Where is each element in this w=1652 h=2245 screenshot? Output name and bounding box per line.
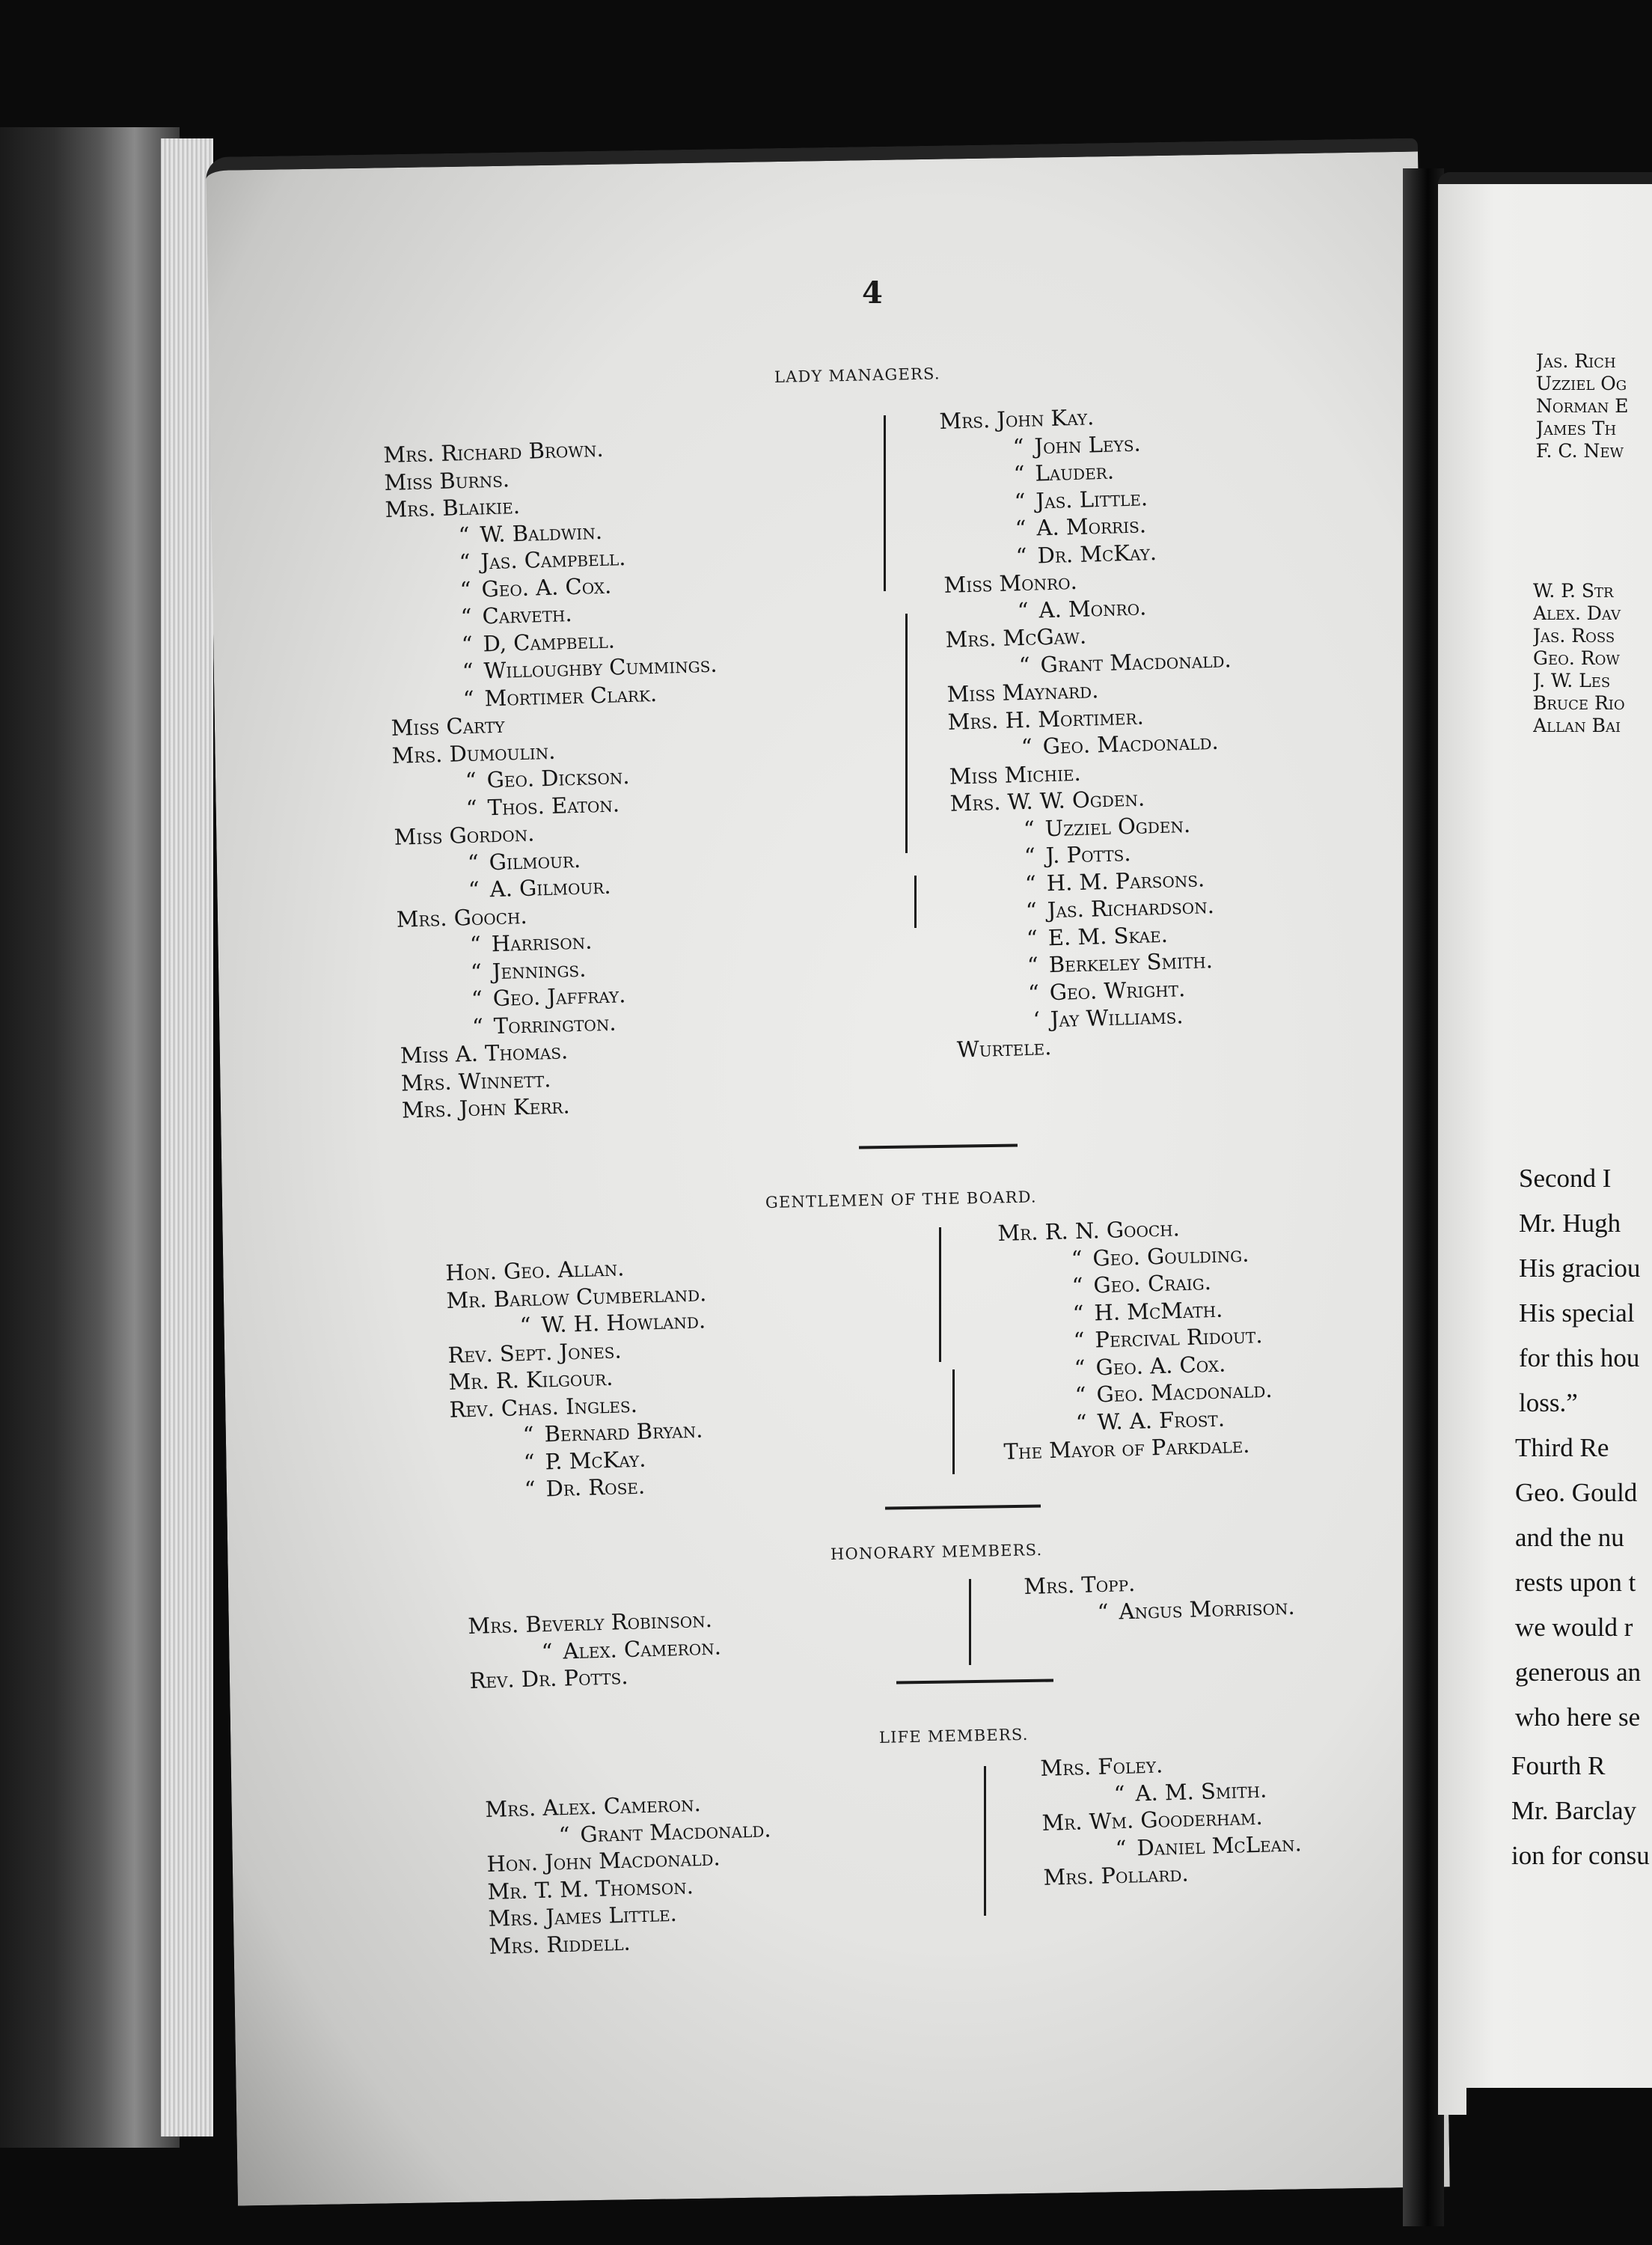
member-name: Mrs. Topp.	[1024, 1570, 1136, 1599]
member-name: Miss Gordon.	[394, 820, 535, 850]
member-name: A. M. Smith.	[1134, 1777, 1267, 1806]
member-name: H. M. Parsons.	[1046, 865, 1205, 896]
member-name: Dr. McKay.	[1037, 539, 1157, 568]
member-name: Rev. Sept. Jones.	[447, 1337, 622, 1368]
ditto-mark: “	[1024, 870, 1037, 897]
ditto-mark: “	[471, 986, 483, 1012]
right-page-paragraph-3	[1511, 1744, 1652, 1878]
member-name: Carveth.	[482, 601, 573, 629]
ditto-mark: “	[524, 1476, 536, 1503]
column-divider	[914, 876, 917, 928]
member-name: Thos. Eaton.	[487, 790, 620, 820]
member-name: Grant Macdonald.	[1040, 646, 1232, 677]
right-page-text-line: who here se	[1515, 1702, 1641, 1732]
member-name: Uzziel Ogden.	[1044, 811, 1191, 841]
section-heading-gentlemen: GENTLEMEN OF THE BOARD.	[765, 1188, 1037, 1212]
section-heading-honorary: HONORARY MEMBERS.	[830, 1541, 1043, 1563]
member-name: Alex. Cameron.	[562, 1634, 722, 1664]
column-divider	[905, 614, 908, 853]
life-members-left-column	[485, 1788, 774, 1960]
ditto-mark: “	[1097, 1598, 1109, 1625]
right-page-paragraph-2	[1515, 1426, 1652, 1740]
ditto-mark: “	[1072, 1300, 1084, 1326]
ditto-mark: “	[1015, 515, 1027, 542]
right-page-text-line: His special	[1519, 1298, 1635, 1328]
right-page-list-entry: Allan Bai	[1533, 715, 1621, 736]
ditto-mark: “	[1074, 1381, 1087, 1408]
member-name: Lauder.	[1035, 458, 1115, 486]
right-page-text-line: Mr. Hugh	[1519, 1209, 1621, 1238]
page-stack-edge	[161, 138, 213, 2136]
member-name: Mr. R. Kilgour.	[448, 1364, 614, 1395]
member-name: Miss Maynard.	[946, 677, 1099, 707]
member-name: Berkeley Smith.	[1048, 947, 1214, 978]
ditto-mark: “	[1115, 1835, 1127, 1861]
ditto-mark: “	[1015, 543, 1028, 569]
right-page-text-line: Geo. Gould	[1515, 1478, 1638, 1507]
member-name: Daniel McLean.	[1136, 1830, 1303, 1860]
ditto-mark: “	[1071, 1245, 1083, 1271]
right-page-list-entry: Alex. Dav	[1533, 602, 1621, 624]
member-name: Grant Macdonald.	[579, 1815, 771, 1847]
member-name: Mrs. W. W. Ogden.	[949, 785, 1145, 816]
column-divider	[969, 1579, 971, 1665]
right-page-list-entry: F. C. New	[1536, 440, 1624, 462]
ditto-mark: “	[1021, 733, 1033, 760]
member-name: Mrs. Gooch.	[396, 902, 528, 932]
member-name: Mrs. John Kay.	[939, 404, 1095, 434]
ditto-mark: “	[1073, 1327, 1086, 1354]
section-heading-life: LIFE MEMBERS.	[878, 1725, 1029, 1747]
ditto-mark: “	[461, 631, 474, 657]
member-name: Geo. Wright.	[1049, 975, 1186, 1005]
right-page-shadow	[1466, 2088, 1652, 2245]
member-name: The Mayor of Parkdale.	[1003, 1432, 1250, 1464]
column-divider	[939, 1227, 941, 1362]
member-name: Geo. Macdonald.	[1096, 1376, 1273, 1408]
member-name: Mr. Wm. Gooderham.	[1041, 1803, 1264, 1836]
ditto-mark: “	[469, 931, 482, 958]
right-page-list-entry: Geo. Row	[1533, 647, 1620, 669]
right-page-text-line: His graciou	[1519, 1253, 1641, 1283]
right-page-text-line: ion for consu	[1511, 1841, 1650, 1870]
ditto-mark: “	[462, 685, 475, 712]
member-name: Geo. Craig.	[1093, 1269, 1212, 1298]
ditto-mark: “	[541, 1638, 553, 1664]
column-divider	[884, 415, 886, 591]
right-page-text-line: loss.”	[1519, 1388, 1578, 1417]
ditto-mark: “	[467, 849, 480, 876]
right-page-text-line: Second I	[1519, 1164, 1612, 1193]
member-name: W. H. Howland.	[541, 1307, 706, 1338]
column-divider	[984, 1766, 986, 1916]
member-name: Mrs. Riddell.	[489, 1929, 631, 1959]
right-page-text-line: we would r	[1515, 1613, 1633, 1642]
ditto-mark: “	[1012, 433, 1024, 459]
ditto-mark: “	[1113, 1780, 1125, 1806]
member-name: P. McKay.	[545, 1446, 646, 1474]
life-members-right-column	[1040, 1747, 1303, 1891]
member-name: Harrison.	[491, 928, 593, 957]
ditto-mark: “	[1026, 925, 1038, 951]
ditto-mark: “	[1014, 488, 1026, 514]
right-page-text-line: and the nu	[1515, 1523, 1624, 1552]
member-name: Mrs. Dumoulin.	[391, 738, 556, 769]
member-name: Mrs. Foley.	[1040, 1752, 1163, 1781]
member-name: Jennings.	[492, 956, 587, 984]
ditto-mark: “	[459, 576, 472, 602]
page-number: 4	[862, 275, 883, 311]
member-name: W. A. Frost.	[1097, 1405, 1226, 1435]
member-name: J. Potts.	[1045, 840, 1131, 869]
member-name: Geo. A. Cox.	[1095, 1351, 1226, 1380]
section-heading-lady-managers: LADY MANAGERS.	[774, 364, 940, 386]
member-name: Bernard Bryan.	[544, 1417, 703, 1447]
right-page-text-line: rests upon t	[1515, 1568, 1636, 1597]
member-name: D, Campbell.	[483, 626, 616, 656]
member-name: A. Gilmour.	[489, 873, 611, 902]
member-name: Mrs. Blaikie.	[385, 492, 521, 522]
ditto-mark: “	[1025, 897, 1038, 924]
right-page-list-1	[1536, 350, 1652, 462]
right-page-text-line: for this hou	[1519, 1343, 1640, 1372]
ditto-mark: “	[523, 1449, 536, 1475]
ditto-mark: “	[1017, 597, 1030, 623]
ditto-mark: “	[1027, 980, 1040, 1006]
member-name: A. Monro.	[1038, 593, 1147, 623]
right-page-list-entry: Jas. Ross	[1533, 625, 1615, 647]
member-name: Mrs. Alex. Cameron.	[485, 1790, 702, 1822]
right-page-text-line: generous an	[1515, 1658, 1642, 1687]
member-name: Miss Carty	[391, 712, 505, 741]
member-name: Rev. Dr. Potts.	[469, 1664, 628, 1693]
ditto-mark: “	[522, 1421, 535, 1448]
member-name: Mrs. Richard Brown.	[383, 436, 605, 468]
member-name: Wurtele.	[956, 1033, 1052, 1063]
member-name: Percival Ridout.	[1095, 1322, 1263, 1353]
member-name: Mrs. John Kerr.	[401, 1093, 571, 1123]
ditto-mark: “	[471, 1013, 484, 1039]
member-name: Geo. Jaffray.	[492, 982, 626, 1012]
member-name: Miss Michie.	[949, 760, 1082, 789]
column-divider	[952, 1369, 955, 1474]
ditto-mark: “	[460, 603, 473, 630]
member-name: Miss A. Thomas.	[400, 1038, 569, 1069]
member-name: Mrs. Beverly Robinson.	[468, 1606, 713, 1639]
member-name: Mr. T. M. Thomson.	[487, 1872, 694, 1905]
member-name: Hon. Geo. Allan.	[445, 1255, 625, 1286]
member-name: Mortimer Clark.	[484, 680, 658, 711]
member-name: Geo. Goulding.	[1092, 1241, 1249, 1271]
ditto-mark: “	[1027, 952, 1039, 978]
ditto-mark: “	[465, 795, 478, 821]
member-name: H. McMath.	[1094, 1296, 1223, 1325]
member-name: A. Morris.	[1036, 512, 1147, 541]
member-name: Geo. Dickson.	[486, 763, 630, 793]
honorary-right-column	[1024, 1566, 1295, 1628]
member-name: Hon. John Macdonald.	[486, 1845, 721, 1877]
ditto-mark: “	[458, 522, 470, 548]
honorary-left-column	[468, 1606, 722, 1695]
right-page-list-entry: Uzziel Og	[1536, 373, 1627, 394]
right-page-list-entry: Norman E	[1536, 395, 1629, 417]
member-name: Rev. Chas. Ingles.	[449, 1391, 638, 1423]
lady-managers-right-column	[939, 400, 1242, 1063]
ditto-mark: “	[519, 1312, 531, 1339]
right-page-list-entry: Bruce Rio	[1533, 692, 1625, 714]
ditto-mark: “	[468, 876, 480, 903]
ditto-mark: ‘	[1032, 1007, 1041, 1033]
ditto-mark: “	[1074, 1354, 1086, 1381]
lady-managers-left-column	[383, 433, 729, 1124]
ditto-mark: “	[1071, 1272, 1083, 1299]
ditto-mark: “	[459, 549, 471, 575]
right-page-list-2	[1533, 580, 1652, 737]
ditto-mark: “	[462, 658, 474, 685]
member-name: Mrs. James Little.	[488, 1900, 678, 1931]
member-name: Torrington.	[493, 1010, 617, 1039]
member-name: Geo. A. Cox.	[481, 572, 612, 602]
member-name: Mr. R. N. Gooch.	[997, 1215, 1181, 1246]
member-name: Geo. Macdonald.	[1042, 728, 1220, 760]
ditto-mark: “	[1018, 652, 1031, 678]
right-page-text-line: Third Re	[1515, 1433, 1609, 1462]
right-page-text-line: Fourth R	[1511, 1751, 1606, 1780]
member-name: Jas. Richardson.	[1047, 892, 1215, 923]
gentlemen-right-column	[997, 1212, 1274, 1465]
right-page-list-entry: J. W. Les	[1533, 670, 1611, 691]
member-name: Mr. Barlow Cumberland.	[446, 1280, 707, 1313]
member-name: Jas. Campbell.	[480, 545, 626, 575]
member-name: Mrs. Pollard.	[1043, 1860, 1190, 1890]
member-name: Jas. Little.	[1035, 484, 1148, 513]
member-name: E. M. Skae.	[1047, 921, 1169, 950]
member-name: W. Baldwin.	[480, 518, 603, 547]
member-name: Dr. Rose.	[545, 1473, 646, 1502]
member-name: Gilmour.	[489, 846, 581, 875]
right-page-list-entry: Jas. Rich	[1536, 350, 1616, 372]
ditto-mark: “	[1023, 816, 1035, 842]
right-page-list-entry: James Th	[1536, 418, 1617, 439]
right-page-list-entry: W. P. Str	[1533, 580, 1614, 602]
right-page-text-line: Mr. Barclay	[1511, 1796, 1637, 1825]
book-spine-edge	[0, 127, 180, 2148]
right-page-paragraph-1	[1519, 1156, 1652, 1426]
ditto-mark: “	[465, 767, 477, 794]
ditto-mark: “	[470, 959, 483, 985]
member-name: Angus Morrison.	[1118, 1593, 1295, 1624]
member-name: Willoughby Cummings.	[483, 651, 718, 684]
member-name: John Leys.	[1033, 430, 1142, 459]
ditto-mark: “	[1024, 843, 1036, 870]
ditto-mark: “	[1013, 460, 1025, 487]
member-name: Miss Burns.	[384, 465, 510, 495]
member-name: Mrs. Winnett.	[400, 1066, 551, 1096]
gentlemen-left-column	[445, 1252, 712, 1505]
member-name: Jay Williams.	[1050, 1003, 1184, 1033]
member-name: Mrs. H. Mortimer.	[947, 703, 1145, 735]
member-name: Miss Monro.	[943, 568, 1078, 598]
ditto-mark: “	[1075, 1409, 1088, 1435]
member-name: Mrs. McGaw.	[945, 623, 1087, 653]
ditto-mark: “	[558, 1821, 570, 1848]
